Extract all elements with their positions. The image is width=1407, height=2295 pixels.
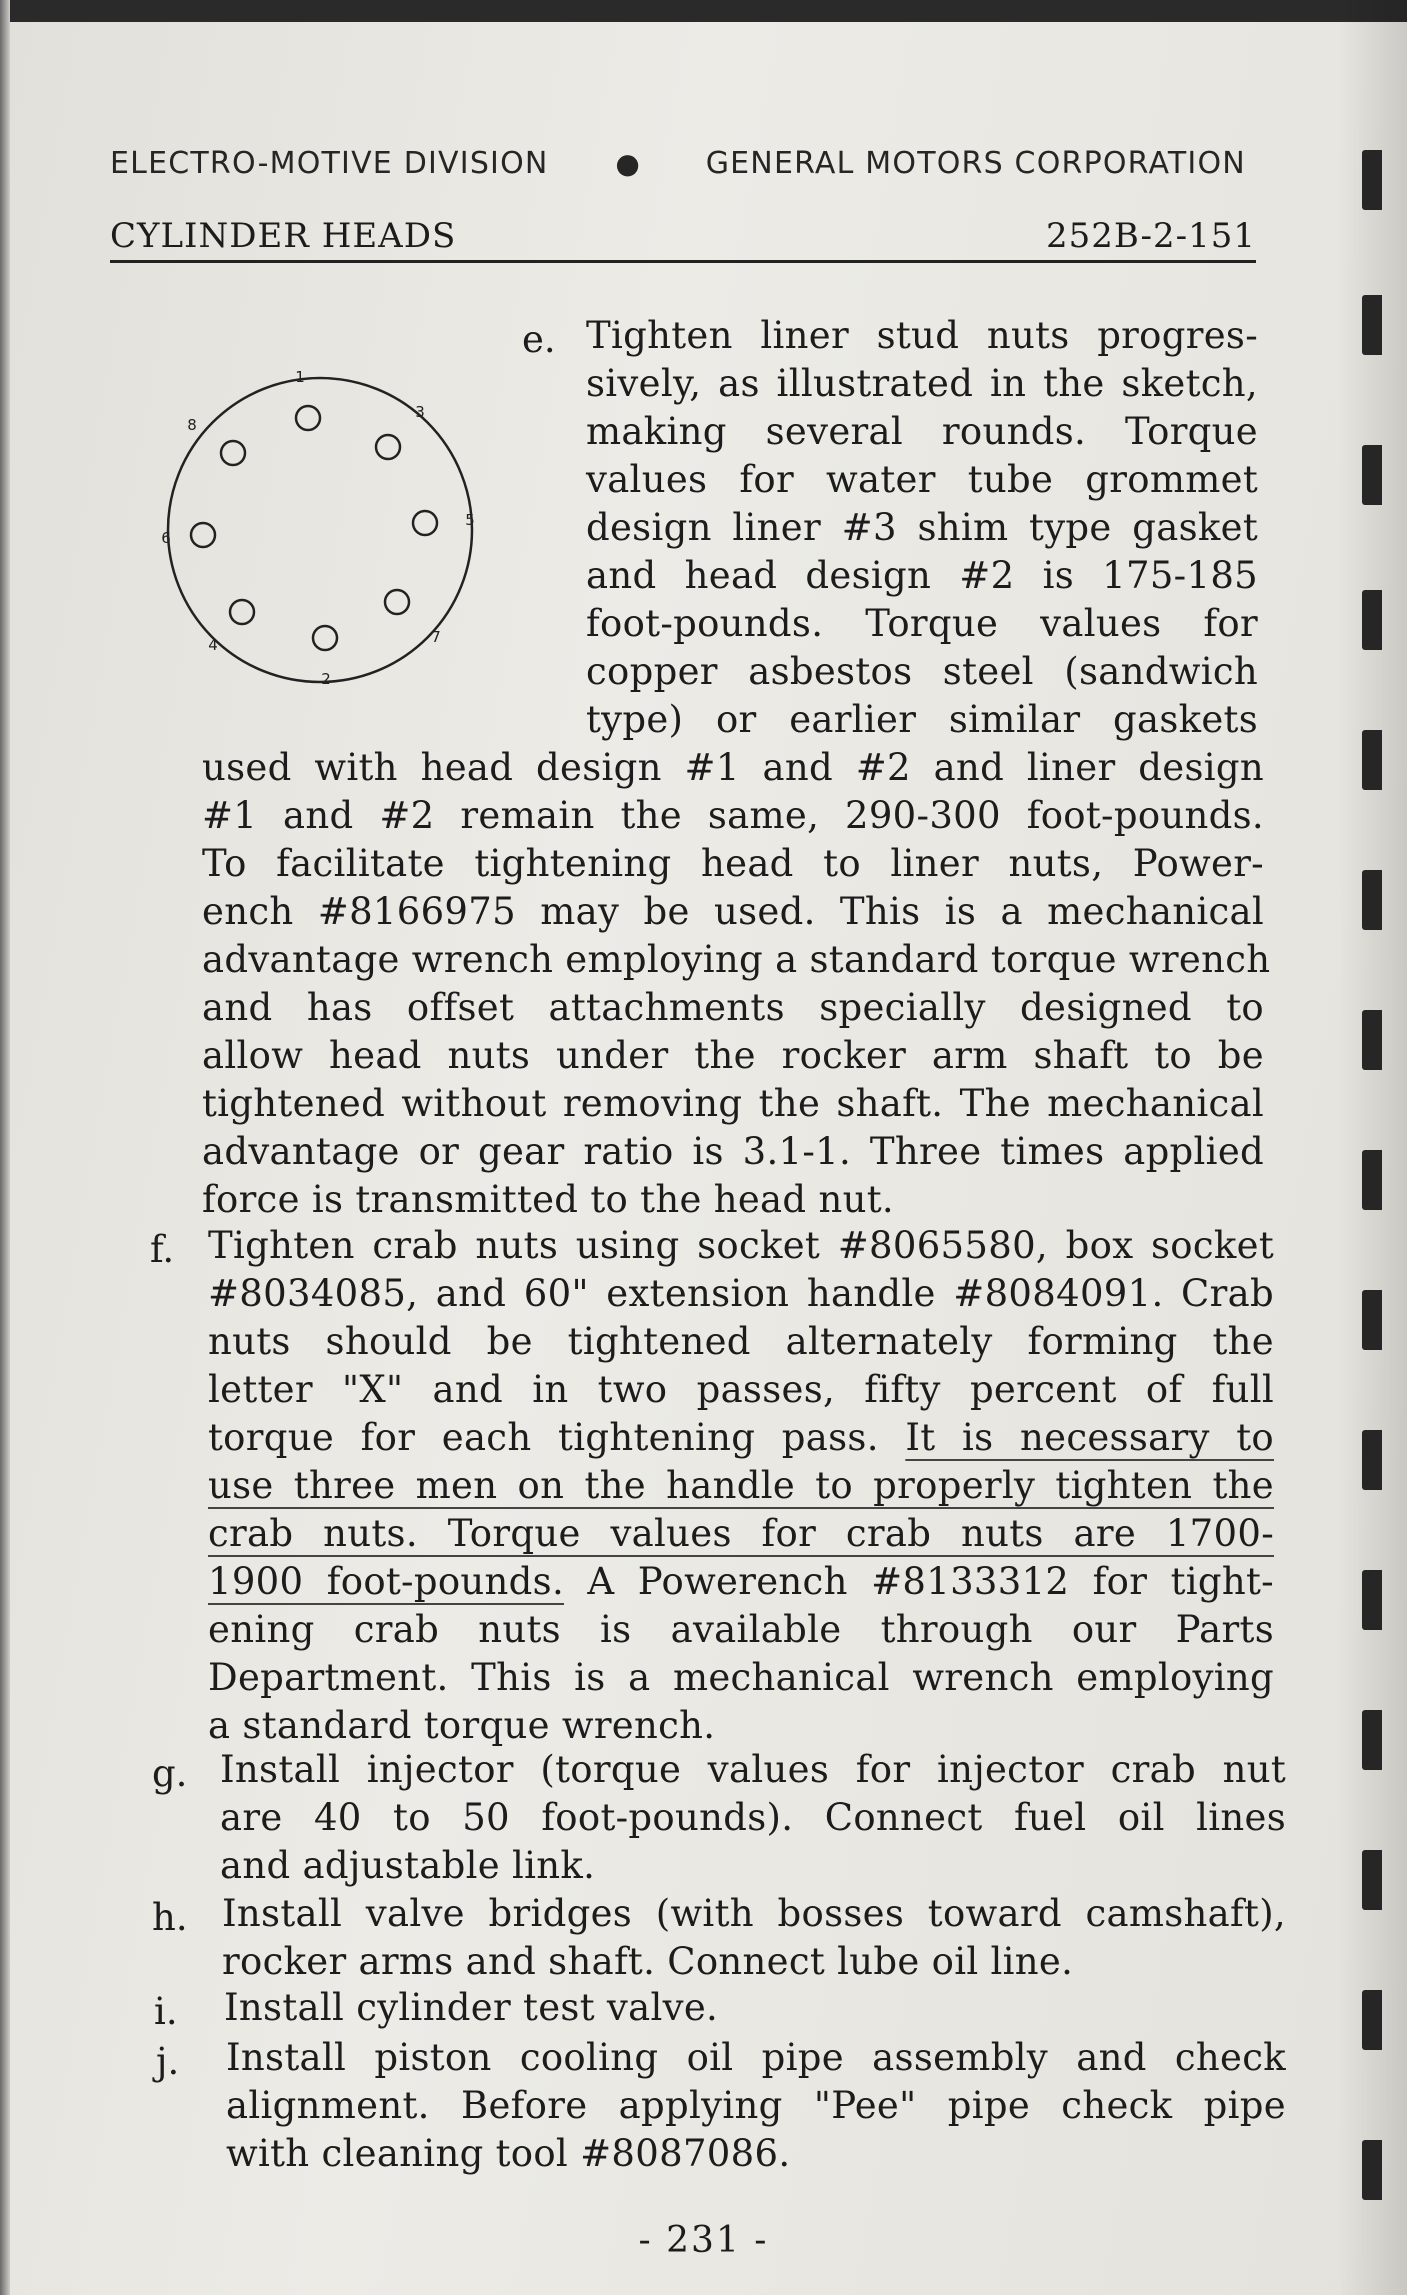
text-line: making several rounds. Torque	[586, 410, 1258, 453]
underlined-warning: It is necessary to	[905, 1416, 1274, 1459]
text-line: advantage or gear ratio is 3.1-1. Three times applied	[202, 1130, 1264, 1173]
label-6: 6	[161, 529, 171, 547]
doc-code: 252B-2-151	[1045, 216, 1256, 256]
text-line: design liner #3 shim type gasket	[586, 506, 1258, 549]
text-line: a standard torque wrench.	[208, 1704, 716, 1747]
step-letter-j: j.	[156, 2040, 180, 2083]
bullet-dot-icon: ●	[615, 147, 641, 180]
stud-hole-7	[385, 590, 409, 614]
text-line: values for water tube grommet	[586, 458, 1258, 501]
label-3: 3	[415, 403, 425, 421]
binder-tab	[1362, 1430, 1382, 1490]
section-title: CYLINDER HEADS	[110, 216, 457, 256]
text-line: Department. This is a mechanical wrench employing	[208, 1656, 1274, 1699]
step-e-text-full	[202, 744, 1271, 1224]
underlined-warning: use three men on the handle to properly tighten the	[208, 1464, 1274, 1507]
stud-hole-8	[221, 441, 245, 465]
text-line: and head design #2 is 175-185	[586, 554, 1258, 597]
text-line: tightened without removing the shaft. The mechanical	[202, 1082, 1264, 1125]
stud-hole-3	[376, 435, 400, 459]
page-number: - 231 -	[638, 2220, 769, 2261]
underlined-warning: 1900 foot-pounds.	[208, 1560, 565, 1603]
text-line: copper asbestos steel (sandwich	[586, 650, 1258, 693]
text-line: Install piston cooling oil pipe assembly and check	[226, 2036, 1286, 2079]
text-line: are 40 to 50 foot-pounds). Connect fuel oil lines	[220, 1796, 1286, 1839]
label-2: 2	[321, 670, 331, 688]
text-line: with cleaning tool #8087086.	[226, 2132, 791, 2175]
text-line: allow head nuts under the rocker arm shaft to be	[202, 1034, 1264, 1077]
step-e-text-top	[586, 312, 1258, 744]
binder-tab	[1362, 590, 1382, 650]
stud-hole-4	[230, 600, 254, 624]
step-letter-i: i.	[154, 1990, 178, 2033]
text-line: type) or earlier similar gaskets	[586, 698, 1258, 741]
step-letter-g: g.	[152, 1752, 188, 1795]
step-letter-h: h.	[152, 1896, 188, 1939]
text-line	[208, 1558, 1274, 1606]
page-binding-edge	[0, 0, 10, 2295]
text-line: advantage wrench employing a standard torque wrench	[202, 938, 1271, 981]
binder-tab	[1362, 1010, 1382, 1070]
label-5: 5	[465, 511, 475, 529]
binder-tab	[1362, 730, 1382, 790]
text-line: ench #8166975 may be used. This is a mechanical	[202, 890, 1264, 933]
step-i-text	[224, 1984, 1284, 2032]
label-8: 8	[187, 416, 197, 434]
text-line: To facilitate tightening head to liner nuts, Power-	[202, 842, 1264, 885]
text-line: ening crab nuts is available through our Parts	[208, 1608, 1274, 1651]
step-f-text	[208, 1222, 1274, 1750]
label-7: 7	[431, 628, 441, 646]
text-line: #8034085, and 60" extension handle #8084091. Crab	[208, 1272, 1274, 1315]
text-line: Install cylinder test valve.	[224, 1986, 719, 2029]
text-line: sively, as illustrated in the sketch,	[586, 362, 1258, 405]
step-letter-e: e.	[522, 318, 556, 361]
binder-tab	[1362, 1150, 1382, 1210]
binder-tab	[1362, 445, 1382, 505]
company-left: ELECTRO-MOTIVE DIVISION	[110, 146, 549, 181]
page-top-edge	[0, 0, 1407, 22]
binder-tab	[1362, 1850, 1382, 1910]
stud-hole-2	[313, 626, 337, 650]
text-line: force is transmitted to the head nut.	[202, 1178, 894, 1221]
stud-nut-sequence-diagram	[150, 360, 490, 700]
text-line	[208, 1414, 1274, 1462]
text-line: and adjustable link.	[220, 1844, 596, 1887]
binder-tab	[1362, 1290, 1382, 1350]
step-letter-f: f.	[150, 1228, 175, 1271]
binder-tab	[1362, 2140, 1382, 2200]
text-line: alignment. Before applying "Pee" pipe check pipe	[226, 2084, 1286, 2127]
binder-tab	[1362, 870, 1382, 930]
text-line: used with head design #1 and #2 and liner design	[202, 746, 1264, 789]
text-line: and has offset attachments specially designed to	[202, 986, 1264, 1029]
binder-tab	[1362, 295, 1382, 355]
text-line: letter "X" and in two passes, fifty percent of full	[208, 1368, 1274, 1411]
stud-hole-1	[296, 406, 320, 430]
section-header	[110, 208, 1256, 263]
binder-tab	[1362, 1710, 1382, 1770]
step-h-text	[222, 1890, 1286, 1986]
step-j-text	[226, 2034, 1286, 2178]
text-line: Install injector (torque values for injector crab nut	[220, 1748, 1286, 1791]
label-1: 1	[295, 368, 305, 386]
company-header	[110, 146, 1250, 181]
text-segment: A Powerench #8133312 for tight-	[564, 1560, 1274, 1603]
binder-tab	[1362, 1570, 1382, 1630]
underlined-warning: crab nuts. Torque values for crab nuts are 1700-	[208, 1512, 1274, 1555]
label-4: 4	[208, 636, 218, 654]
stud-hole-6	[191, 523, 215, 547]
text-line: #1 and #2 remain the same, 290-300 foot-pounds.	[202, 794, 1264, 837]
stud-hole-5	[413, 511, 437, 535]
text-segment: torque for each tightening pass.	[208, 1416, 906, 1459]
company-right: GENERAL MOTORS CORPORATION	[705, 146, 1246, 181]
text-line: foot-pounds. Torque values for	[586, 602, 1258, 645]
text-line: Tighten crab nuts using socket #8065580, box socket	[208, 1224, 1274, 1267]
text-line: nuts should be tightened alternately forming the	[208, 1320, 1274, 1363]
text-line: Install valve bridges (with bosses toward camshaft),	[222, 1892, 1286, 1935]
text-line: Tighten liner stud nuts progres-	[586, 314, 1258, 357]
step-g-text	[220, 1746, 1286, 1890]
binder-tab	[1362, 150, 1382, 210]
text-line: rocker arms and shaft. Connect lube oil line.	[222, 1940, 1074, 1983]
binder-tab	[1362, 1990, 1382, 2050]
